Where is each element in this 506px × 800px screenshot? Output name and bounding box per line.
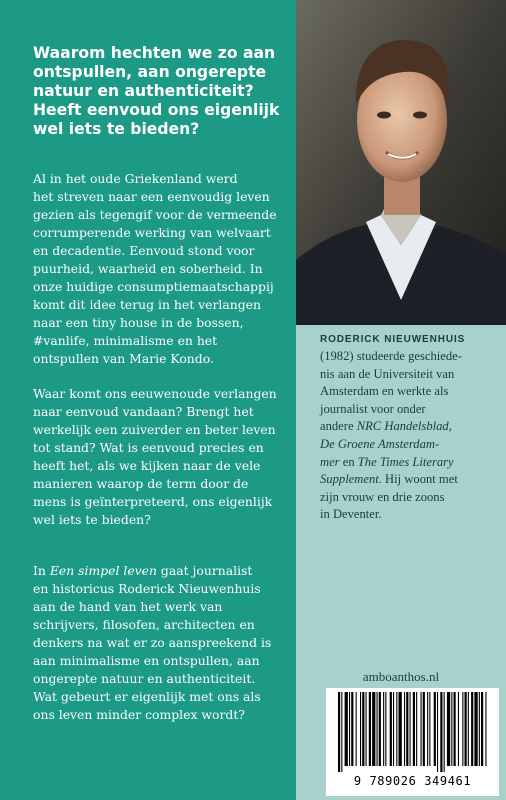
bio-line: (1982) studeerde geschiede- (320, 349, 462, 363)
bio-fragment: Hij woont met (381, 472, 458, 487)
barcode-bar (444, 692, 445, 772)
barcode-bar (345, 692, 348, 766)
barcode-bar (454, 692, 456, 766)
barcode-icon (338, 692, 487, 772)
text-line: aan de hand van het werk van (33, 599, 223, 614)
text-line: Waar komt ons eeuwenoude verlangen (33, 386, 277, 401)
bio-line (320, 454, 500, 472)
isbn-number: 9 789026 349461 (353, 774, 472, 788)
barcode-bar (377, 692, 378, 766)
text-line: manieren waarop de term door de (33, 476, 249, 491)
barcode-bar (360, 692, 361, 766)
barcode-bar (447, 692, 450, 766)
body-paragraph-2 (33, 385, 288, 529)
barcode-bar (458, 692, 459, 766)
barcode-bar (379, 692, 381, 766)
barcode-bar (396, 692, 397, 766)
barcode-bar (427, 692, 428, 766)
lead-line: natuur en authenticiteit? (33, 82, 254, 100)
text-line: wel iets te bieden? (33, 512, 151, 527)
barcode-bar (338, 692, 340, 772)
barcode-bar (481, 692, 483, 766)
barcode-bar (479, 692, 480, 766)
barcode-bar (390, 692, 392, 766)
barcode-bar (362, 692, 364, 766)
body-paragraph-3 (33, 562, 288, 724)
text-line: naar een tiny house in de bossen, (33, 315, 244, 330)
author-portrait-image (296, 0, 506, 325)
text-line: naar eenvoud vandaan? Brengt het (33, 404, 254, 419)
bio-line: in Deventer. (320, 507, 382, 522)
barcode-bar (406, 692, 408, 766)
barcode-bar (462, 692, 463, 766)
bio-line: nis aan de Universiteit van (320, 366, 455, 381)
text-line: het streven naar een eenvoudig leven (33, 189, 270, 204)
text-line: onze huidige consumptiemaatschappij (33, 279, 274, 294)
text-line: denkers na wat er zo aanspreekend is (33, 635, 272, 650)
barcode-bar (416, 692, 417, 766)
barcode-bar (440, 692, 442, 772)
author-bio (320, 331, 500, 524)
barcode-bar (349, 692, 350, 766)
barcode-bar (369, 692, 371, 766)
text-line: Wat gebeurt er eigenlijk met ons als (33, 689, 261, 704)
text-line: schrijvers, filosofen, architecten en (33, 617, 255, 632)
text-line: corrumperende werking van welvaart (33, 225, 271, 240)
publication-title: mer (320, 454, 340, 469)
text-line: heeft het, als we kijken naar de vele (33, 458, 261, 473)
barcode-bar (356, 692, 357, 766)
barcode-bar (410, 692, 411, 766)
barcode-bar (485, 692, 486, 766)
bio-fragment: andere (320, 419, 357, 434)
text-line: komt dit idee terug in het verlangen (33, 297, 261, 312)
publication-title: The Times Literary (357, 454, 454, 469)
isbn-barcode (326, 688, 499, 796)
text-line: en historicus Roderick Nieuwenhuis (33, 581, 261, 596)
bio-line (320, 436, 500, 454)
text-line: aan minimalisme en ontspullen, aan (33, 653, 260, 668)
author-name: RODERICK NIEUWENHUIS (320, 334, 466, 345)
barcode-bar (429, 692, 430, 766)
barcode-bar (474, 692, 477, 766)
publication-title: NRC Handelsblad, (356, 419, 452, 434)
bio-line: zijn vrouw en drie zoons (320, 489, 445, 504)
text-line: werkelijk een zuiverder en beter leven (33, 422, 276, 437)
bio-line (320, 418, 500, 436)
lead-line: wel iets te bieden? (33, 120, 200, 138)
text-line (33, 562, 288, 580)
barcode-bar (465, 692, 467, 766)
text-fragment: In (33, 563, 50, 578)
body-paragraph-1 (33, 170, 288, 368)
barcode-bar (434, 692, 436, 766)
bio-line (320, 471, 500, 489)
barcode-bar (421, 692, 422, 766)
text-line: #vanlife, minimalisme en het (33, 333, 218, 348)
barcode-bar (351, 692, 353, 766)
text-line: gezien als tegengif voor de vermeende (33, 207, 277, 222)
text-line: mens is geïnterpreteerd, ons eigenlijk (33, 494, 273, 509)
lead-line: ontspullen, aan ongerepte (33, 63, 267, 81)
bio-line: Amsterdam en werkte als (320, 384, 449, 399)
lead-line: Heeft eenvoud ons eigenlijk (33, 101, 280, 119)
text-line: ongerepte natuur en authenticiteit. (33, 671, 256, 686)
publication-title: De Groene Amsterdam- (320, 436, 440, 451)
barcode-bar (423, 692, 425, 766)
text-line: en decadentie. Eenvoud stond voor (33, 243, 255, 258)
bio-fragment: en (339, 454, 358, 469)
text-line: ons leven minder complex wordt? (33, 707, 245, 722)
text-line: Al in het oude Griekenland werd (33, 171, 238, 186)
barcode-bar (413, 692, 415, 766)
text-fragment: gaat journalist (156, 563, 253, 578)
right-panel (296, 0, 506, 800)
text-line: ontspullen van Marie Kondo. (33, 351, 214, 366)
barcode-bar (437, 692, 438, 772)
author-photo (296, 0, 506, 325)
publisher-website: amboanthos.nl (362, 669, 440, 684)
barcode-bar (383, 692, 384, 766)
barcode-bar (341, 692, 342, 772)
barcode-bar (372, 692, 375, 766)
text-line: tot stand? Wat is eenvoud precies en (33, 440, 264, 455)
lead-line: Waarom hechten we zo aan (33, 44, 276, 62)
barcode-bar (471, 692, 473, 766)
barcode-bar (393, 692, 394, 766)
barcode-bar (468, 692, 469, 766)
bio-line: journalist voor onder (320, 401, 426, 416)
book-title: Een simpel leven (49, 563, 157, 578)
publication-title: Supplement. (320, 472, 382, 487)
text-line: puurheid, waarheid en soberheid. In (33, 261, 263, 276)
barcode-bar (451, 692, 452, 766)
lead-question (33, 44, 283, 139)
barcode-bar (399, 692, 402, 766)
barcode-bar (404, 692, 405, 766)
barcode-bar (366, 692, 367, 766)
barcode-bar (385, 692, 386, 766)
